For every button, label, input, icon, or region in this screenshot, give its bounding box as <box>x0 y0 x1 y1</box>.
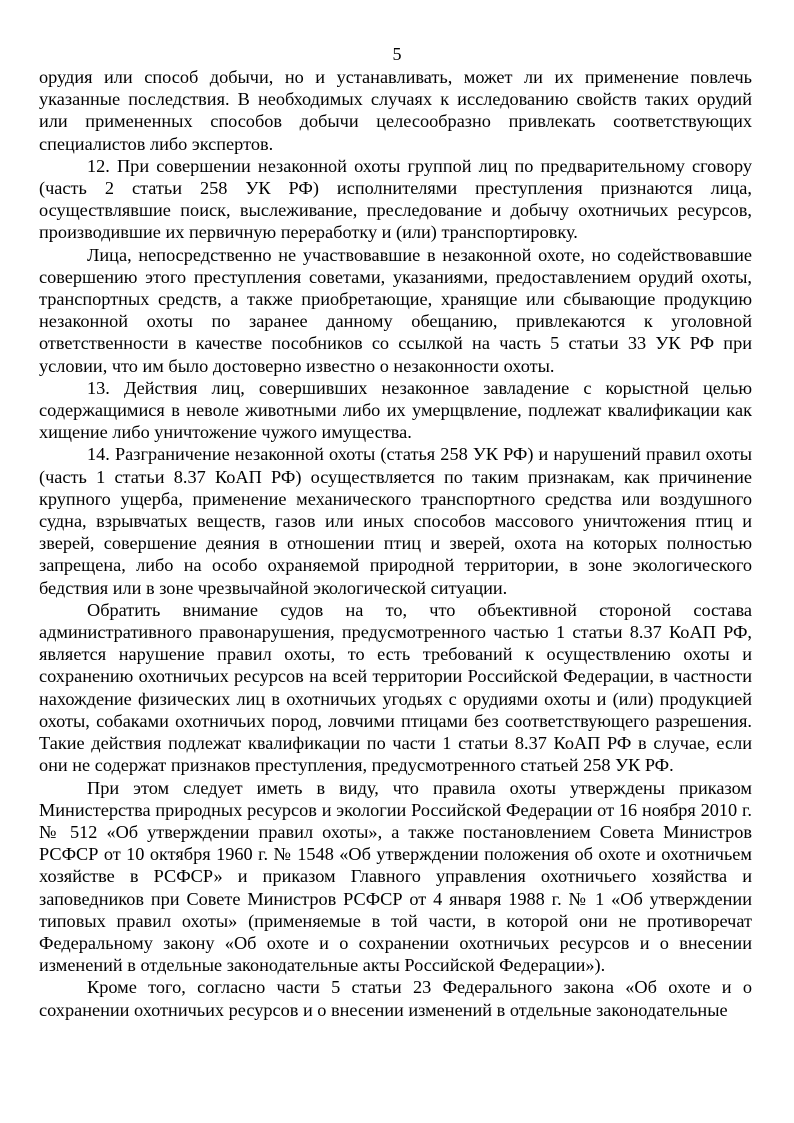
document-body <box>39 66 752 1021</box>
page-number: 5 <box>392 44 402 64</box>
paragraph-federal-law: Кроме того, согласно части 5 статьи 23 Федерального закона «Об охоте и о сохранении охотничьих ресурсов и о внесении изменений в отдельные законодательные <box>39 977 752 1020</box>
paragraph-hunting-rules: При этом следует иметь в виду, что правила охоты утверждены приказом Министерства природных ресурсов и экологии Российской Федерации от 16 ноября 2010 г. № 512 «Об утверждении правил охоты», а также постановлением Совета Министров РСФСР от 10 октября 1960 г. № 1548 «Об утверждении положения об охоте и охотничьем хозяйстве в РСФСР» и приказом Главного управления охотничьего хозяйства и заповедников при Совете Министров РСФСР от 4 января 1988 г. № 1 «Об утверждении типовых правил охоты» (применяемые в той части, в которой они не противоречат Федеральному закону «Об охоте и о сохранении охотничьих ресурсов и о внесении изменений в отдельные законодательные акты Российской Федерации»). <box>39 777 752 976</box>
paragraph-item-14: 14. Разграничение незаконной охоты (статья 258 УК РФ) и нарушений правил охоты (часть 1 статьи 8.37 КоАП РФ) осуществляется по таким признакам, как причинение крупного ущерба, применение механического транспортного средства или воздушного судна, взрывчатых веществ, газов или иных способов массового уничтожения птиц и зверей, совершение деяния в отношении птиц и зверей, охота на которых полностью запрещена, либо на особо охраняемой природной территории, в зоне экологического бедствия или в зоне чрезвычайной экологической ситуации. <box>39 444 752 598</box>
paragraph-item-12: 12. При совершении незаконной охоты группой лиц по предварительному сговору (часть 2 статьи 258 УК РФ) исполнителями преступления признаются лица, осуществлявшие поиск, выслеживание, преследование и добычу охотничьих ресурсов, производившие их первичную переработку и (или) транспортировку. <box>39 155 752 243</box>
paragraph-accomplices: Лица, непосредственно не участвовавшие в незаконной охоте, но содействовавшие совершению этого преступления советами, указаниями, предоставлением орудий охоты, транспортных средств, а также приобретающие, хранящие или сбывающие продукцию незаконной охоты по заранее данному обещанию, привлекаются к уголовной ответственности в качестве пособников со ссылкой на часть 5 статьи 33 УК РФ при условии, что им было достоверно известно о незаконности охоты. <box>39 244 752 376</box>
paragraph-courts-attention: Обратить внимание судов на то, что объективной стороной состава административного правонарушения, предусмотренного частью 1 статьи 8.37 КоАП РФ, является нарушение правил охоты, то есть требований к осуществлению охоты и сохранению охотничьих ресурсов на всей территории Российской Федерации, в частности нахождение физических лиц в охотничьих угодьях с орудиями охоты и (или) продукцией охоты, собаками охотничьих пород, ловчими птицами без соответствующего разрешения. Такие действия подлежат квалификации по части 1 статьи 8.37 КоАП РФ в случае, если они не содержат признаков преступления, предусмотренного статьей 258 УК РФ. <box>39 599 752 776</box>
paragraph-continuation: орудия или способ добычи, но и устанавливать, может ли их применение повлечь указанные последствия. В необходимых случаях к исследованию свойств таких орудий или примененных способов добычи целесообразно привлекать соответствующих специалистов либо экспертов. <box>39 67 752 154</box>
paragraph-item-13: 13. Действия лиц, совершивших незаконное завладение с корыстной целью содержащимися в неволе животными либо их умерщвление, подлежат квалификации как хищение либо уничтожение чужого имущества. <box>39 377 752 443</box>
